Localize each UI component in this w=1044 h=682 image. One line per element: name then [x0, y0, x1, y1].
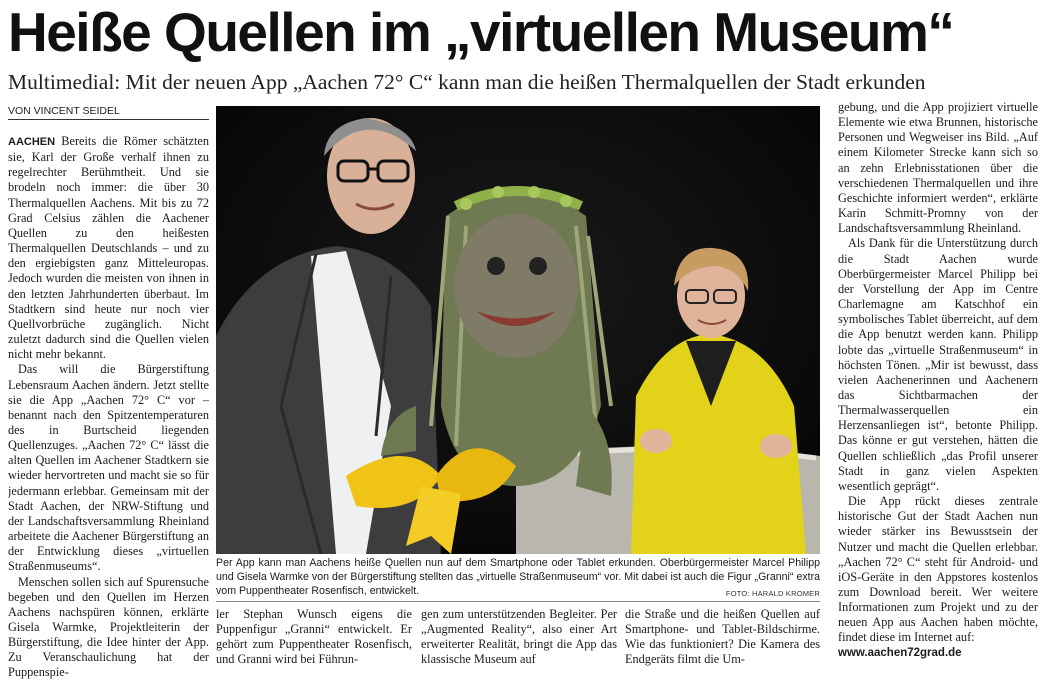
column-4: [625, 607, 820, 681]
paragraph: [8, 134, 209, 362]
website-link[interactable]: www.aachen72grad.de: [838, 646, 962, 659]
headline: Heiße Quellen im „virtuellen Museum“: [8, 1, 954, 63]
caption-divider: [216, 601, 820, 602]
photo-credit: FOTO: HARALD KROMER: [725, 589, 820, 598]
paragraph: ler Stephan Wunsch eigens die Puppenfigur „Granni“ entwickelt. Er gehört zum Puppentheater Rosenfisch, und Granni wird bei Führun-: [216, 607, 412, 667]
column-1: [8, 134, 209, 680]
photo-illustration: [216, 106, 820, 554]
paragraph-text: Bereits die Römer schätzten sie, Karl der Große verhalf ihnen zu regelrechter Berühmtheit. Und sie brodeln noch immer: die über 30 Thermalquellen Aachens. Mit bis zu 72 Grad Celsius zählen die Aachener Quellen zu den heißesten Thermalquellen Deutschlands – und zu den ergiebigsten ganz Mitteleuropas. Jedoch wurden die meisten von ihnen in den letzten Jahrhunderten überbaut. Im Stadtkern sind heute nur noch vier Quellvorbrüche zugänglich. Nicht zuletzt dadurch sind die Quellen vielen nicht mehr bekannt.: [8, 134, 209, 362]
paragraph: die Straße und die heißen Quellen auf Smartphone- und Tablet-Bildschirme. Wie das funktioniert? Die Kamera des Endgeräts filmt die Um-: [625, 607, 820, 667]
byline: VON VINCENT SEIDEL: [8, 104, 209, 120]
paragraph: Das will die Bürgerstiftung Lebensraum Aachen ändern. Jetzt stellte sie die App „Aachen 72° C“ vor – benannt nach den Spitzentemperaturen des in Burtscheid liegenden Quellenzuges. „Aachen 72° C“ lässt die alten Quellen im Aachener Stadtkern sie wieder hervortreten und macht sie so für jedermann erlebbar. Gemeinsam mit der Stadt Aachen, der NRW-Stiftung und der Landschaftsversammlung Rheinland arbeitete die Aachener Bürgerstiftung an der Entwicklung dieses „virtuellen Straßenmuseums“.: [8, 362, 209, 574]
dateline: AACHEN: [8, 136, 56, 148]
puppet-head: [454, 214, 578, 358]
paragraph: gebung, und die App projiziert virtuelle Elemente wie etwa Brunnen, historische Personen und Wegweiser ins Bild. „Auf einem Kilometer Strecke kann sich so an zehn Erlebnisstationen über die verschiedenen Thermalquellen und ihre Geschichte informiert werden“, erklärte Karin Schmitt-Promny von der Landschaftsversammlung Rheinland.: [838, 100, 1038, 236]
paragraph: Menschen sollen sich auf Spurensuche begeben und den Quellen im Herzen Aachens nachspüren können, erklärte Gisela Warmke, Projektleiterin der Bürgerstiftung, die Idee hinter der App. Zu Veranschaulichung hat der Puppenspie-: [8, 574, 209, 680]
paragraph: Die App rückt dieses zentrale historische Gut der Stadt Aachen nun wieder stärker ins Bewusstsein der Nutzer und macht die Quellen erlebbar. „Aachen 72° C“ steht für Android- und iOS-Geräte in den Appstores kostenlos zum Download bereit. Wer weitere Informationen zum Projekt und zu der neuen App aus Aachen haben möchte, findet diese im Internet auf:: [838, 494, 1038, 645]
paragraph: gen zum unterstützenden Begleiter. Per „Augmented Reality“, also einer Art erweiterter Realität, bringt die App das klassische Museum auf: [421, 607, 617, 667]
column-2: [216, 607, 412, 681]
column-3: [421, 607, 617, 681]
column-5: [838, 100, 1038, 680]
paragraph: Als Dank für die Unterstützung durch die Stadt Aachen wurde Oberbürgermeister Marcel Philipp bei der Vorstellung der App im Centre Charlemagne am Katschhof ein symbolisches Tablet überreicht, auf dem die App benutzt werden kann. Philipp lobte das „virtuelle Straßenmuseum“ in höchsten Tönen. „Mir ist bewusst, dass vielen Aachenerinnen und Aachenern das Sichtbarmachen der Thermalwasserquellen ein Herzensanliegen ist“, betonte Philipp. Das könne er gut verstehen, hätten die Quellen schließlich „das Profil unserer Stadt in ganz vielen Aspekten wesentlich geprägt“.: [838, 236, 1038, 493]
caption-text: Per App kann man Aachens heiße Quellen nun auf dem Smartphone oder Tablet erkunden. Oberbürgermeister Marcel Philipp und Gisela Warmke von der Bürgerstiftung stellten das „virtuelle Straßenmuseum“ vor. Mit dabei ist auch die Figur „Granni“ extra vom Puppentheater Rosenfisch, entwickelt.: [216, 557, 820, 597]
subheadline: Multimedial: Mit der neuen App „Aachen 72° C“ kann man die heißen Thermalquellen der Stadt erkunden: [8, 70, 926, 94]
photo: [216, 106, 820, 554]
photo-caption: [216, 556, 820, 600]
